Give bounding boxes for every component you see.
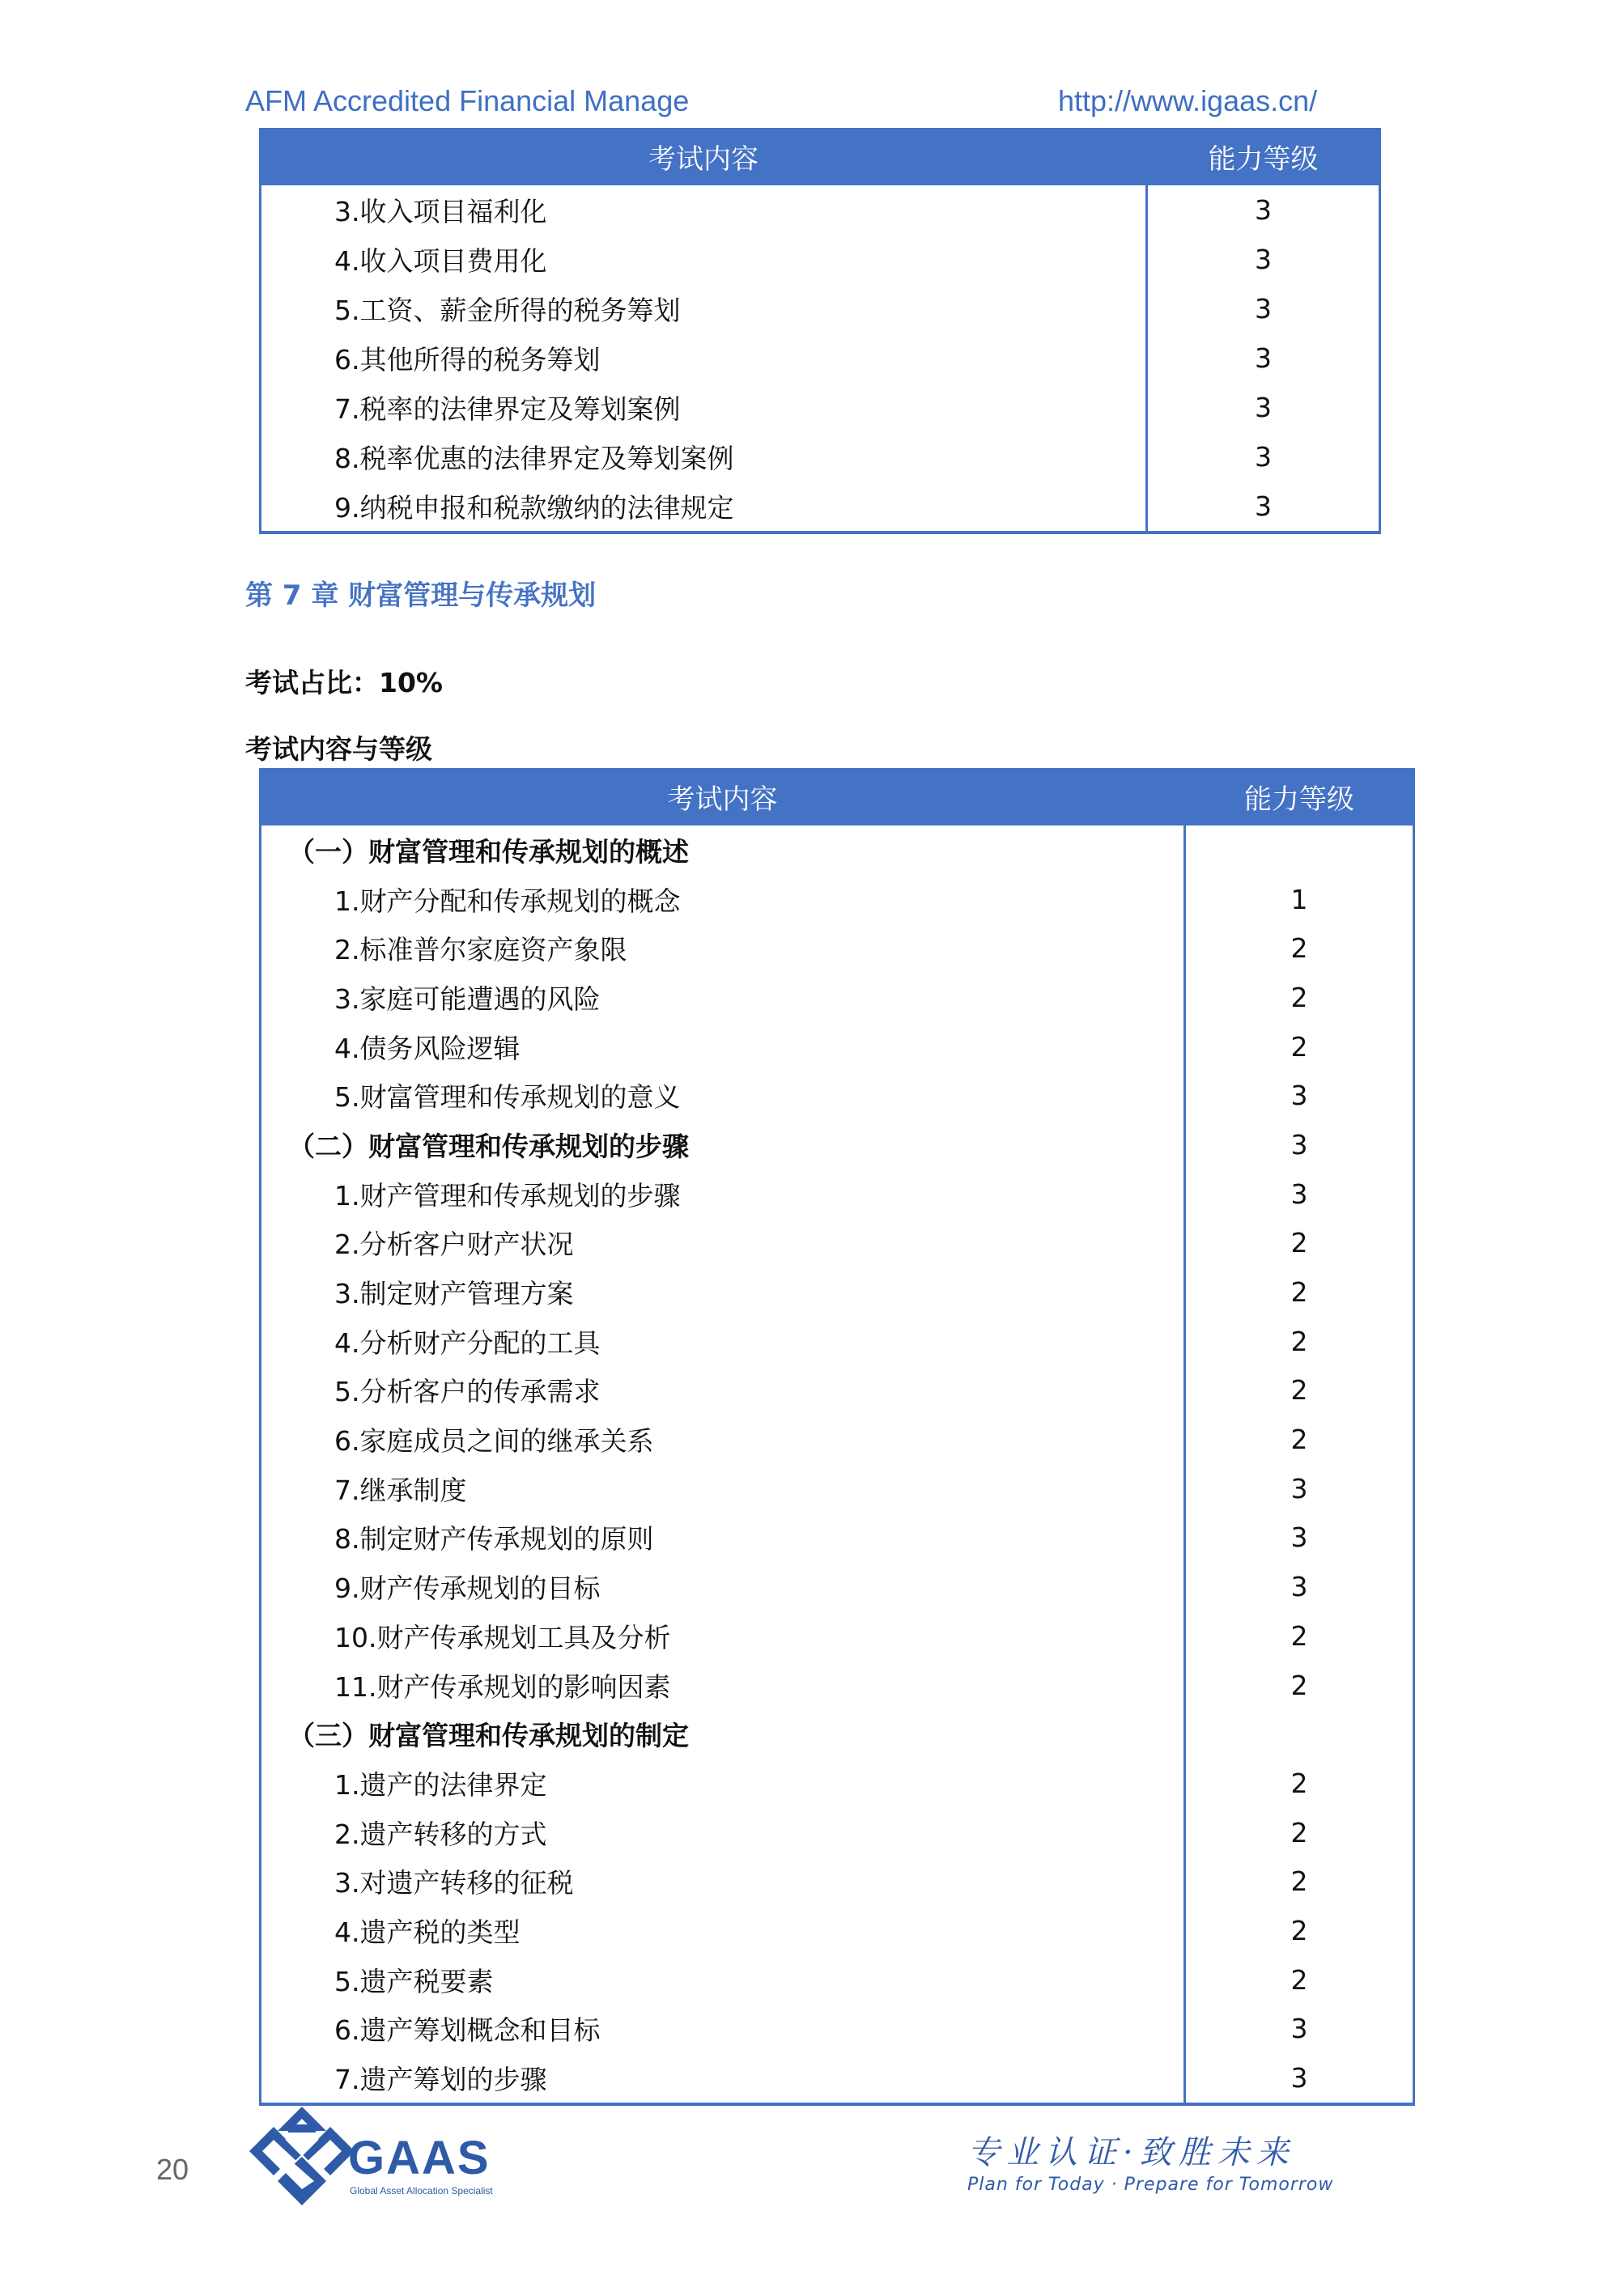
row-content: 6.家庭成员之间的继承关系 xyxy=(261,1415,1185,1464)
row-content: （一）财富管理和传承规划的概述 xyxy=(261,825,1185,875)
row-level: 3 xyxy=(1185,1513,1414,1563)
table-row xyxy=(261,875,1414,924)
row-level: 3 xyxy=(1147,432,1380,482)
row-content: 6.其他所得的税务筹划 xyxy=(261,333,1147,383)
running-header-title: AFM Accredited Financial Manage xyxy=(245,84,690,117)
row-level: 3 xyxy=(1185,1120,1414,1169)
row-content: 4.分析财产分配的工具 xyxy=(261,1317,1185,1366)
gaas-logo-mark-icon xyxy=(249,2107,355,2208)
row-level: 3 xyxy=(1147,235,1380,284)
row-content: 7.税率的法律界定及筹划案例 xyxy=(261,383,1147,432)
gaas-logo xyxy=(249,2107,492,2212)
table-row xyxy=(261,482,1380,533)
table-row xyxy=(261,2005,1414,2054)
row-content: 8.税率优惠的法律界定及筹划案例 xyxy=(261,432,1147,482)
table-row xyxy=(261,1071,1414,1120)
row-content: 10.财产传承规划工具及分析 xyxy=(261,1611,1185,1661)
row-level: 2 xyxy=(1185,1366,1414,1415)
row-content: 3.制定财产管理方案 xyxy=(261,1267,1185,1317)
row-content: 7.遗产筹划的步骤 xyxy=(261,2053,1185,2104)
slogan xyxy=(967,2127,1356,2195)
table-row xyxy=(261,1169,1414,1219)
table-section-row xyxy=(261,1709,1414,1759)
table-row xyxy=(261,1464,1414,1513)
row-level: 2 xyxy=(1185,1808,1414,1857)
table-row xyxy=(261,923,1414,973)
row-level: 3 xyxy=(1185,1169,1414,1219)
row-level: 2 xyxy=(1185,1857,1414,1906)
table-row xyxy=(261,235,1380,284)
row-level: 2 xyxy=(1185,1759,1414,1808)
page-number: 20 xyxy=(156,2153,189,2186)
row-content: 4.债务风险逻辑 xyxy=(261,1022,1185,1072)
table-section-row xyxy=(261,825,1414,875)
table-row xyxy=(261,2053,1414,2104)
table-row xyxy=(261,1808,1414,1857)
chapter-title: 第 7 章 财富管理与传承规划 xyxy=(245,579,597,612)
row-level: 3 xyxy=(1185,2053,1414,2104)
row-level: 2 xyxy=(1185,1906,1414,1955)
table-row xyxy=(261,1219,1414,1268)
row-content: 8.制定财产传承规划的原则 xyxy=(261,1513,1185,1563)
row-content: （三）财富管理和传承规划的制定 xyxy=(261,1709,1185,1759)
row-level: 2 xyxy=(1185,1022,1414,1072)
table-row xyxy=(261,973,1414,1022)
table-section-row xyxy=(261,1120,1414,1169)
table-row xyxy=(261,1759,1414,1808)
row-content: 2.标准普尔家庭资产象限 xyxy=(261,923,1185,973)
row-level: 2 xyxy=(1185,1219,1414,1268)
row-content: 4.收入项目费用化 xyxy=(261,235,1147,284)
exam-ratio: 考试占比：10% xyxy=(245,667,443,698)
row-level: 2 xyxy=(1185,1955,1414,2005)
table-row xyxy=(261,1955,1414,2005)
row-content: 4.遗产税的类型 xyxy=(261,1906,1185,1955)
running-header-url[interactable]: http://www.igaas.cn/ xyxy=(1058,84,1318,117)
table-wealth-management xyxy=(259,768,1415,2106)
slogan-chinese: 专业认证·致胜未来 xyxy=(967,2134,1295,2171)
table-header-row xyxy=(261,770,1414,825)
row-level: 2 xyxy=(1185,1267,1414,1317)
row-content: 2.分析客户财产状况 xyxy=(261,1219,1185,1268)
row-level: 3 xyxy=(1147,383,1380,432)
row-level: 3 xyxy=(1147,482,1380,533)
column-header-level: 能力等级 xyxy=(1185,770,1414,825)
row-content: 5.工资、薪金所得的税务筹划 xyxy=(261,284,1147,333)
row-level: 3 xyxy=(1147,185,1380,236)
row-content: （二）财富管理和传承规划的步骤 xyxy=(261,1120,1185,1169)
row-level: 2 xyxy=(1185,973,1414,1022)
row-content: 11.财产传承规划的影响因素 xyxy=(261,1661,1185,1710)
row-content: 1.遗产的法律界定 xyxy=(261,1759,1185,1808)
table-row xyxy=(261,1415,1414,1464)
table-row xyxy=(261,284,1380,333)
row-content: 7.继承制度 xyxy=(261,1464,1185,1513)
logo-subtitle: Global Asset Allocation Specialist xyxy=(350,2185,493,2196)
table-row xyxy=(261,1267,1414,1317)
row-level: 2 xyxy=(1185,1415,1414,1464)
row-level: 2 xyxy=(1185,923,1414,973)
table-row xyxy=(261,1366,1414,1415)
table-row xyxy=(261,1022,1414,1072)
column-header-content: 考试内容 xyxy=(261,770,1185,825)
row-content: 3.对遗产转移的征税 xyxy=(261,1857,1185,1906)
table-row xyxy=(261,1906,1414,1955)
row-content: 6.遗产筹划概念和目标 xyxy=(261,2005,1185,2054)
row-level: 3 xyxy=(1147,284,1380,333)
row-content: 9.财产传承规划的目标 xyxy=(261,1562,1185,1611)
table-row xyxy=(261,1661,1414,1710)
row-level xyxy=(1185,1709,1414,1759)
table-header-row xyxy=(261,129,1380,185)
content-level-heading: 考试内容与等级 xyxy=(245,733,432,765)
row-content: 1.财产管理和传承规划的步骤 xyxy=(261,1169,1185,1219)
row-content: 5.分析客户的传承需求 xyxy=(261,1366,1185,1415)
row-content: 1.财产分配和传承规划的概念 xyxy=(261,875,1185,924)
column-header-content: 考试内容 xyxy=(261,129,1147,185)
row-level: 3 xyxy=(1185,1071,1414,1120)
table-row xyxy=(261,333,1380,383)
row-level: 2 xyxy=(1185,1611,1414,1661)
table-row xyxy=(261,432,1380,482)
row-content: 5.财富管理和传承规划的意义 xyxy=(261,1071,1185,1120)
row-level: 1 xyxy=(1185,875,1414,924)
row-level: 3 xyxy=(1185,1562,1414,1611)
slogan-english: Plan for Today · Prepare for Tomorrow xyxy=(967,2175,1334,2195)
table-tax-planning-continued xyxy=(259,128,1381,534)
table-row xyxy=(261,1513,1414,1563)
column-header-level: 能力等级 xyxy=(1147,129,1380,185)
row-content: 2.遗产转移的方式 xyxy=(261,1808,1185,1857)
row-content: 5.遗产税要素 xyxy=(261,1955,1185,2005)
row-level: 3 xyxy=(1185,2005,1414,2054)
logo-wordmark: GAAS xyxy=(348,2132,491,2184)
table-row xyxy=(261,1611,1414,1661)
row-content: 9.纳税申报和税款缴纳的法律规定 xyxy=(261,482,1147,533)
table-row xyxy=(261,1857,1414,1906)
table-row xyxy=(261,1562,1414,1611)
row-content: 3.家庭可能遭遇的风险 xyxy=(261,973,1185,1022)
row-level: 2 xyxy=(1185,1661,1414,1710)
row-level: 3 xyxy=(1147,333,1380,383)
row-level: 3 xyxy=(1185,1464,1414,1513)
table-row xyxy=(261,1317,1414,1366)
row-level xyxy=(1185,825,1414,875)
row-content: 3.收入项目福利化 xyxy=(261,185,1147,236)
table-row xyxy=(261,383,1380,432)
row-level: 2 xyxy=(1185,1317,1414,1366)
table-row xyxy=(261,185,1380,236)
